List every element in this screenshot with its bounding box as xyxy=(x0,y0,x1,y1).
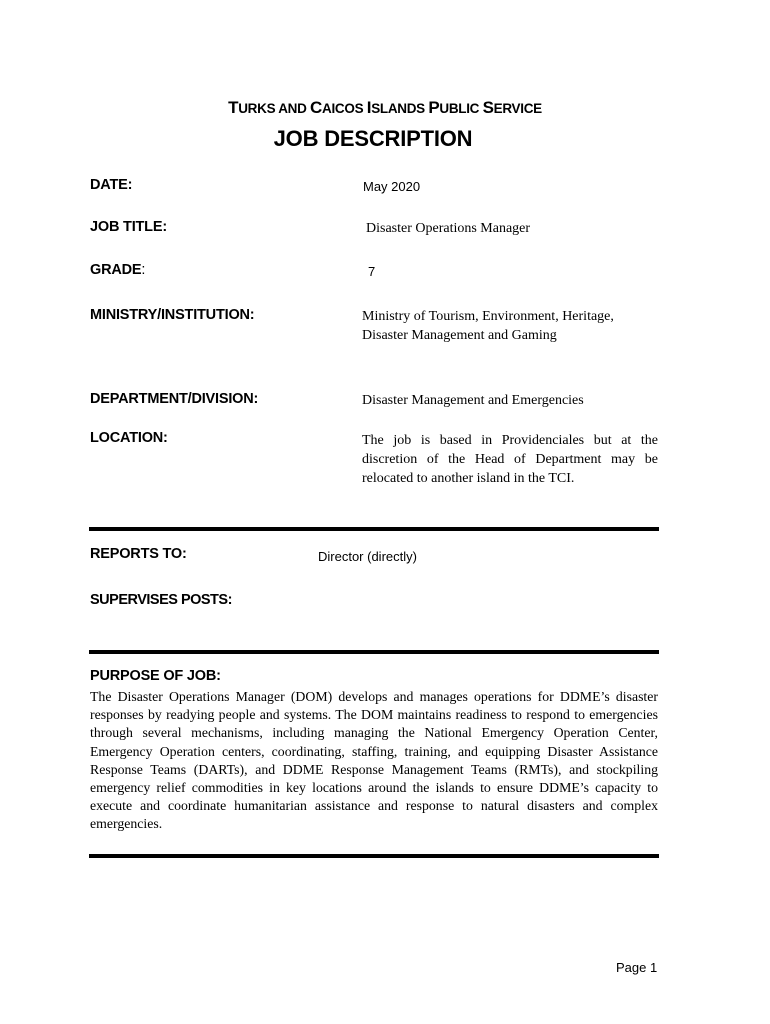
reports-to-label: REPORTS TO: xyxy=(90,546,187,562)
org-title-word: URKS AND xyxy=(238,101,311,116)
section-divider xyxy=(89,527,659,531)
page-number: Page 1 xyxy=(616,960,658,975)
org-title-word: SLANDS xyxy=(371,101,429,116)
ministry-value-line2: Disaster Management and Gaming xyxy=(362,328,557,343)
org-title-initial: C xyxy=(310,98,323,117)
org-title-initial: I xyxy=(366,98,372,117)
location-value-line1: The job is based in Providenciales but at the xyxy=(362,433,658,448)
purpose-heading: PURPOSE OF JOB: xyxy=(90,668,221,684)
grade-value: 7 xyxy=(368,264,376,279)
department-value: Disaster Management and Emergencies xyxy=(362,393,584,408)
ministry-value-line1: Ministry of Tourism, Environment, Heritage, xyxy=(362,309,614,324)
reports-to-value: Director (directly) xyxy=(318,549,417,564)
org-title-initial: P xyxy=(428,98,440,117)
section-divider xyxy=(89,854,659,858)
org-title-word: AICOS xyxy=(322,101,367,116)
purpose-paragraph: The Disaster Operations Manager (DOM) develops and manages operations for DDME’s disaster responses by readying people and systems. The DOM maintains readiness to respond to emergencies through several mechanisms, including managing the National Emergency Operation Center, Emergency Operation centers, coordinating, staffing, training, and equipping Disaster Assistance Response Teams (DARTs), and DDME Response Management Teams (RMTs), and stockpiling emergency relief commodities in key locations around the islands to ensure DDME’s capacity to execute and coordinate humanitarian assistance and response to natural disasters and complex emergencies. xyxy=(90,689,658,832)
grade-label xyxy=(90,262,145,278)
location-value-line2: discretion of the Head of Department may be xyxy=(362,452,658,467)
org-title-initial: T xyxy=(228,98,239,117)
grade-label-colon: : xyxy=(141,262,146,278)
location-label: LOCATION: xyxy=(90,430,168,446)
section-divider xyxy=(89,650,659,654)
ministry-label: MINISTRY/INSTITUTION: xyxy=(90,307,255,323)
department-label: DEPARTMENT/DIVISION: xyxy=(90,391,259,407)
org-title-word: UBLIC xyxy=(439,101,483,116)
date-label: DATE: xyxy=(90,177,133,193)
date-value: May 2020 xyxy=(363,179,421,194)
document-title: JOB DESCRIPTION xyxy=(273,126,473,151)
job-title-label: JOB TITLE: xyxy=(90,219,167,235)
location-value-line3: relocated to another island in the TCI. xyxy=(362,471,575,486)
job-title-value: Disaster Operations Manager xyxy=(366,221,531,236)
org-title-word: ERVICE xyxy=(493,101,542,116)
grade-label-text: GRADE xyxy=(90,262,142,278)
supervises-posts-label: SUPERVISES POSTS: xyxy=(90,592,232,608)
organization-title xyxy=(0,98,770,118)
org-title-initial: S xyxy=(482,98,494,117)
